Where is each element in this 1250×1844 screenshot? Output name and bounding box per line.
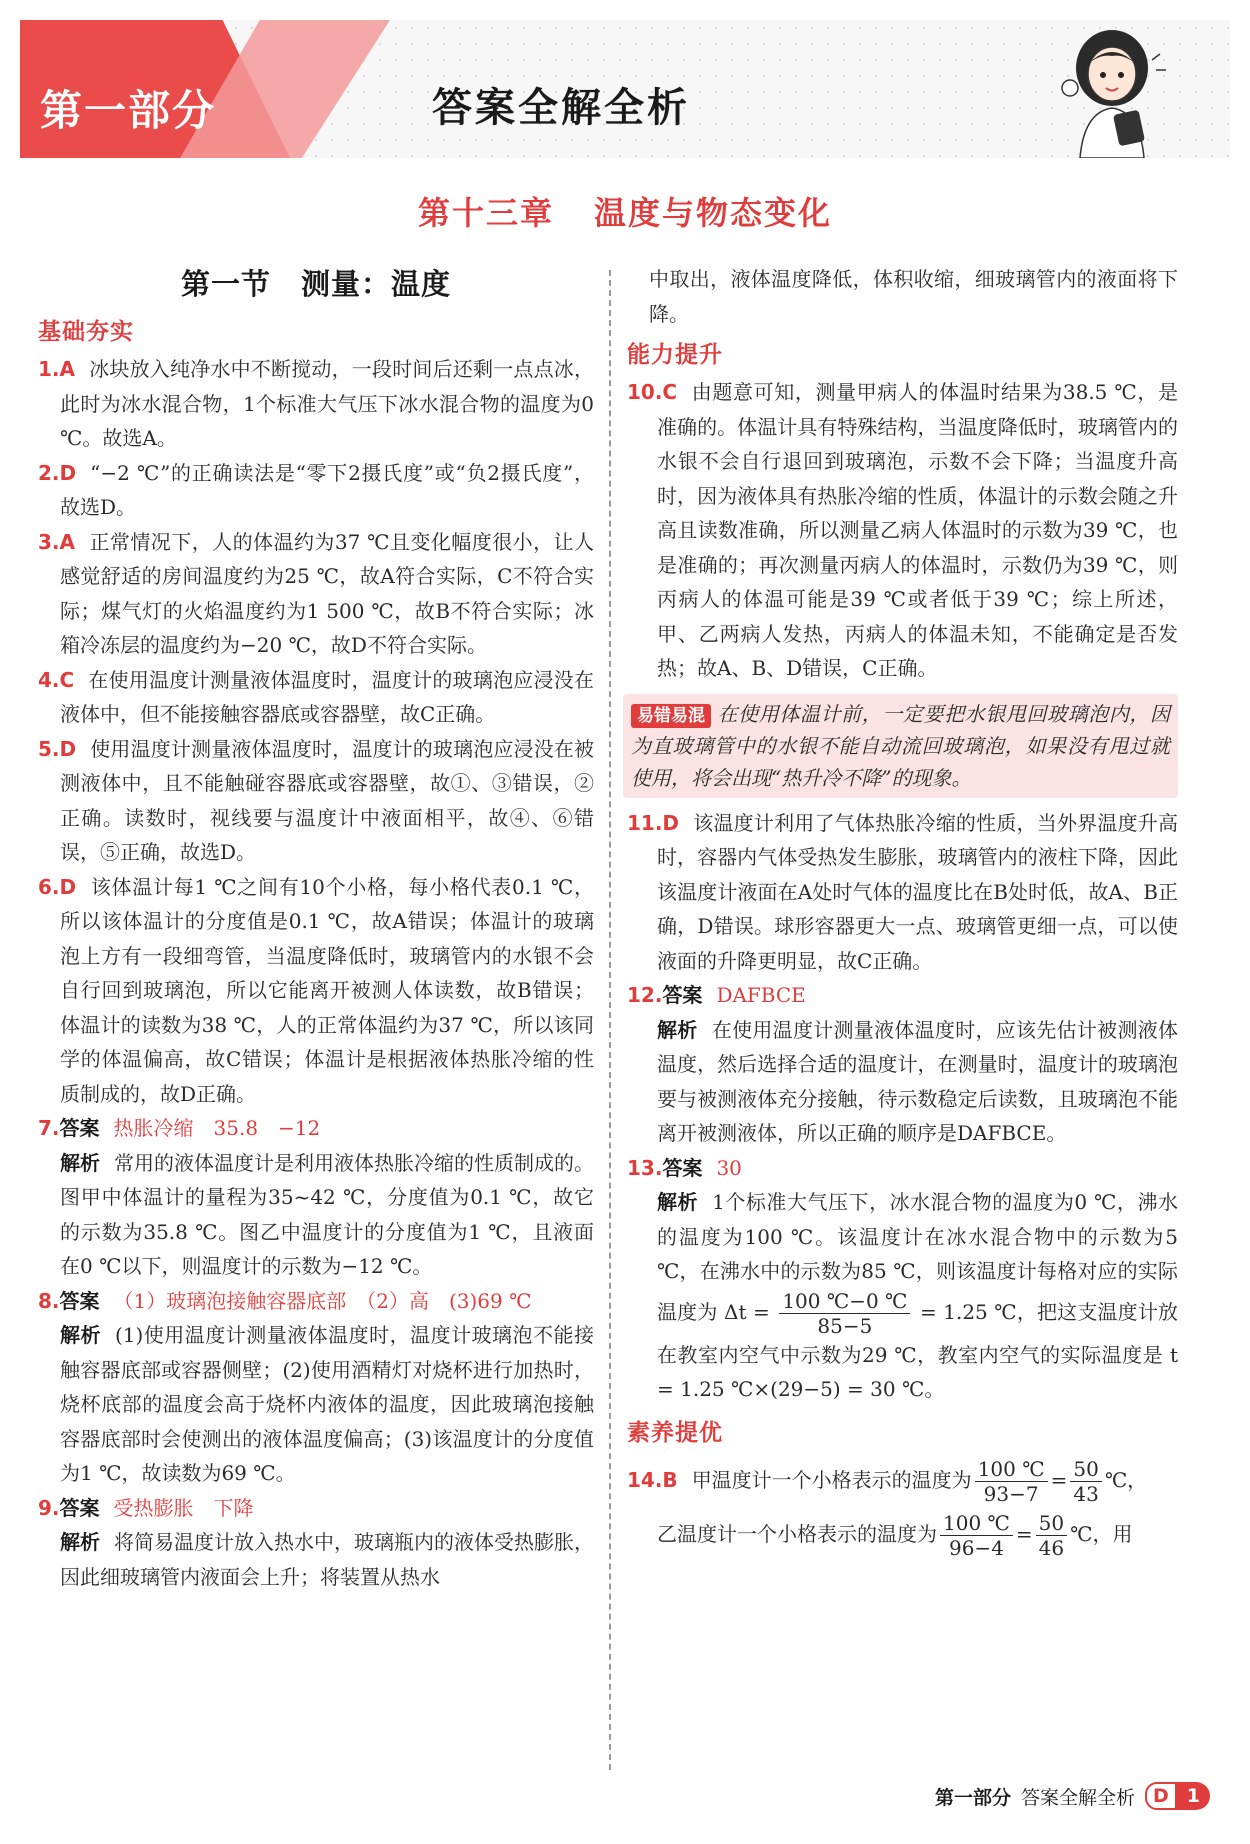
answer-value: 热胀冷缩 35.8 −12 bbox=[113, 1116, 321, 1140]
chapter-name: 温度与物态变化 bbox=[594, 194, 833, 232]
analysis-text-b: = 1.25 ℃，把这支温度计放在教室内空气中示数为29 ℃，教室内空气的实际温度是 t = 1.25 ℃×(29−5) = 30 ℃。 bbox=[657, 1299, 1179, 1401]
item-text: ℃，用 bbox=[1070, 1521, 1133, 1546]
item-number: 8. bbox=[38, 1288, 60, 1313]
answer-item-5 bbox=[38, 732, 594, 870]
fraction bbox=[975, 1457, 1048, 1506]
answer-label: 答案 bbox=[59, 1495, 100, 1520]
item-text: 甲温度计一个小格表示的温度为 bbox=[691, 1467, 972, 1492]
analysis-12 bbox=[627, 1013, 1178, 1151]
fraction bbox=[779, 1289, 910, 1338]
error-prone-note bbox=[623, 694, 1178, 798]
note-tag: 易错易混 bbox=[631, 704, 711, 728]
answer-label: 答案 bbox=[59, 1116, 100, 1140]
analysis-text: 在使用温度计测量液体温度时，应该先估计被测液体温度，然后选择合适的温度计，在测量时，温度计的玻璃泡要与被测液体充分接触，待示数稳定后读数，且玻璃泡不能离开被测液体，所以正确的顺序是DAFBCE。 bbox=[657, 1017, 1179, 1145]
answer-item-9 bbox=[38, 1491, 594, 1526]
item-number: 10.C bbox=[627, 380, 678, 404]
analysis-9 bbox=[38, 1525, 594, 1594]
analysis-label: 解析 bbox=[60, 1323, 101, 1347]
chapter-number: 第十三章 bbox=[417, 194, 554, 232]
answer-value: 受热膨胀 下降 bbox=[113, 1495, 254, 1520]
fraction bbox=[1036, 1511, 1067, 1560]
item-number: 2.D bbox=[38, 460, 77, 485]
analysis-text-a: 1个标准大气压下，冰水混合物的温度为0 ℃，沸水的温度为100 ℃。该温度计在冰水混合物中的示数为5 ℃，在沸水中的示数为85 ℃，则该温度计每格对应的实际温度为 Δt = bbox=[657, 1190, 1179, 1324]
item-number: 12. bbox=[627, 983, 663, 1007]
fraction-denominator: 43 bbox=[1073, 1481, 1099, 1506]
page-badge bbox=[1145, 1782, 1210, 1810]
answer-item-8 bbox=[38, 1284, 594, 1319]
page-footer bbox=[935, 1778, 1210, 1814]
answer-value: （1）玻璃泡接触容器底部 （2）高 (3)69 ℃ bbox=[113, 1288, 532, 1313]
item-number: 3.A bbox=[38, 529, 75, 554]
item-number: 13. bbox=[627, 1155, 663, 1180]
answer-item-13 bbox=[627, 1151, 1178, 1186]
right-column bbox=[627, 262, 1178, 1561]
mascot-illustration bbox=[1040, 20, 1190, 158]
fraction-numerator: 100 ℃ bbox=[975, 1457, 1048, 1482]
column-divider bbox=[609, 270, 611, 1770]
section-title: 第一节 测量：温度 bbox=[180, 267, 451, 301]
analysis-13 bbox=[627, 1185, 1178, 1407]
item-text: 正常情况下，人的体温约为37 ℃且变化幅度很小，让人感觉舒适的房间温度约为25 ℃，故A符合实际，C不符合实际；煤气灯的火焰温度约为1 500 ℃，故B不符合实际；冰箱冷冻层的温度约为−20 ℃，故D不符合实际。 bbox=[60, 529, 594, 657]
chapter-heading bbox=[0, 188, 1250, 234]
item-number: 1.A bbox=[38, 357, 75, 381]
item-text: 该温度计利用了气体热胀冷缩的性质，当外界温度升高时，容器内气体受热发生膨胀，玻璃管内的液柱下降，因此该温度计液面在A处时气体的温度比在B处时低，故A、B正确，D错误。球形容器更大一点、玻璃管更细一点，可以使液面的升降更明显，故C正确。 bbox=[657, 810, 1178, 973]
continued-text: 中取出，液体温度降低，体积收缩，细玻璃管内的液面将下降。 bbox=[649, 267, 1178, 326]
item-text: 冰块放入纯净水中不断搅动，一段时间后还剩一点点冰，此时为冰水混合物，1个标准大气压下冰水混合物的温度为0 ℃。故选A。 bbox=[60, 357, 594, 450]
analysis-label: 解析 bbox=[657, 1017, 698, 1042]
fraction-numerator: 50 bbox=[1070, 1457, 1101, 1482]
item-text: ℃， bbox=[1104, 1467, 1148, 1492]
answer-item-7 bbox=[38, 1111, 594, 1146]
basic-heading: 基础夯实 bbox=[38, 319, 134, 345]
analysis-label: 解析 bbox=[60, 1150, 100, 1175]
quality-heading: 素养提优 bbox=[627, 1419, 723, 1446]
fraction-denominator: 93−7 bbox=[983, 1481, 1039, 1506]
note-text: 在使用体温计前，一定要把水银甩回玻璃泡内，因为直玻璃管中的水银不能自动流回玻璃泡，如果没有甩过就使用，将会出现“热升冷不降”的现象。 bbox=[631, 701, 1170, 790]
answer-item-1 bbox=[38, 352, 594, 456]
answer-value: DAFBCE bbox=[716, 983, 806, 1007]
item-text: 该体温计每1 ℃之间有10个小格，每小格代表0.1 ℃，所以该体温计的分度值是0.1 ℃，故A错误；体温计的玻璃泡上方有一段细弯管，当温度降低时，玻璃管内的水银不会自行回到玻璃泡，所以它能离开被测人体读数，故B错误；体温计的读数为38 ℃，人的正常体温约为37 ℃，所以该同学的体温偏高，故C错误；体温计是根据液体热胀冷缩的性质制成的，故D正确。 bbox=[60, 874, 594, 1106]
item-number: 14.B bbox=[627, 1467, 678, 1492]
left-column bbox=[38, 262, 594, 1594]
item-number: 6.D bbox=[38, 874, 77, 899]
answer-value: 30 bbox=[716, 1155, 742, 1180]
fraction-numerator: 100 ℃−0 ℃ bbox=[779, 1289, 910, 1314]
analysis-7 bbox=[38, 1146, 594, 1284]
item-number: 11.D bbox=[627, 810, 680, 835]
fraction-denominator: 96−4 bbox=[948, 1535, 1004, 1560]
analysis-text: (1)使用温度计测量液体温度时，温度计玻璃泡不能接触容器底部或容器侧壁；(2)使用酒精灯对烧杯进行加热时，烧杯底部的温度会高于烧杯内液体的温度，因此玻璃泡接触容器底部时会使测出的液体温度偏高；(3)该温度计的分度值为1 ℃，故读数为69 ℃。 bbox=[60, 1323, 594, 1485]
item-text: 使用温度计测量液体温度时，温度计的玻璃泡应浸没在被测液体中，且不能触碰容器底或容器壁，故①、③错误，②正确。读数时，视线要与温度计中液面相平，故④、⑥错误，⑤正确，故选D。 bbox=[60, 736, 594, 864]
answer-label: 答案 bbox=[662, 1155, 703, 1180]
answer-item-3 bbox=[38, 525, 594, 663]
fraction-denominator: 46 bbox=[1038, 1535, 1065, 1560]
answer-item-4 bbox=[38, 663, 594, 732]
answer-item-10 bbox=[627, 375, 1178, 686]
ability-heading: 能力提升 bbox=[627, 342, 723, 368]
item-text: 由题意可知，测量甲病人的体温时结果为38.5 ℃，是准确的。体温计具有特殊结构，当温度降低时，玻璃管内的水银不会自行退回到玻璃泡，示数不会下降；当温度升高时，因为液体具有热胀冷缩的性质，体温计的示数会随之升高且读数准确，所以测量乙病人体温时的示数为39 ℃，也是准确的；再次测量丙病人的体温时，示数仍为39 ℃，则丙病人的体温可能是39 ℃或者低于39 ℃；综上所述，甲、乙两病人发热，丙病人的体温未知，不能确定是否发热；故A、B、D错误，C正确。 bbox=[657, 380, 1178, 680]
analysis-label: 解析 bbox=[60, 1530, 100, 1554]
footer-title: 答案全解全析 bbox=[1020, 1786, 1135, 1809]
answer-label: 答案 bbox=[662, 983, 703, 1007]
item-number: 7. bbox=[38, 1116, 60, 1140]
footer-part: 第一部分 bbox=[934, 1786, 1011, 1809]
analysis-text: 将简易温度计放入热水中，玻璃瓶内的液体受热膨胀，因此细玻璃管内液面会上升；将装置从热水 bbox=[60, 1530, 594, 1589]
item-number: 9. bbox=[38, 1495, 60, 1520]
page-number: 1 bbox=[1177, 1782, 1210, 1810]
item-number: 4.C bbox=[38, 667, 75, 692]
item-text: 乙温度计一个小格表示的温度为 bbox=[657, 1521, 937, 1546]
book-title: 答案全解全析 bbox=[432, 85, 690, 131]
fraction-numerator: 100 ℃ bbox=[940, 1511, 1013, 1536]
analysis-8 bbox=[38, 1318, 594, 1491]
answer-item-6 bbox=[38, 870, 594, 1112]
analysis-text: 常用的液体温度计是利用液体热胀冷缩的性质制成的。图甲中体温计的量程为35~42 ℃，分度值为0.1 ℃，故它的示数为35.8 ℃。图乙中温度计的分度值为1 ℃，且液面在0 ℃以下，则温度计的示数为−12 ℃。 bbox=[60, 1150, 594, 1278]
analysis-label: 解析 bbox=[657, 1190, 699, 1214]
part-title: 第一部分 bbox=[40, 86, 217, 135]
fraction bbox=[1070, 1457, 1101, 1506]
answer-item-12 bbox=[627, 978, 1178, 1013]
answer-label: 答案 bbox=[59, 1288, 100, 1313]
fraction bbox=[940, 1511, 1013, 1560]
fraction-numerator: 50 bbox=[1036, 1511, 1067, 1536]
item-text: “−2 ℃”的正确读法是“零下2摄氏度”或“负2摄氏度”，故选D。 bbox=[60, 460, 594, 519]
item-text: 在使用温度计测量液体温度时，温度计的玻璃泡应浸没在液体中，但不能接触容器底或容器壁，故C正确。 bbox=[60, 667, 594, 726]
item-number: 5.D bbox=[38, 736, 77, 761]
answer-item-2 bbox=[38, 456, 594, 525]
footer-letter: D bbox=[1145, 1782, 1177, 1810]
answer-item-14: 14.B 甲温度计一个小格表示的温度为 $\frac{100 ℃}{93-7}$ = $\frac{50}{43}$ ℃， 乙温度计一个小格表示的温度为 $\frac{100 ℃}{96-4}$ = $\frac{50}{46}$ ℃，用 bbox=[627, 1456, 1148, 1560]
fraction-denominator: 85−5 bbox=[817, 1313, 873, 1338]
answer-item-11 bbox=[627, 806, 1178, 979]
